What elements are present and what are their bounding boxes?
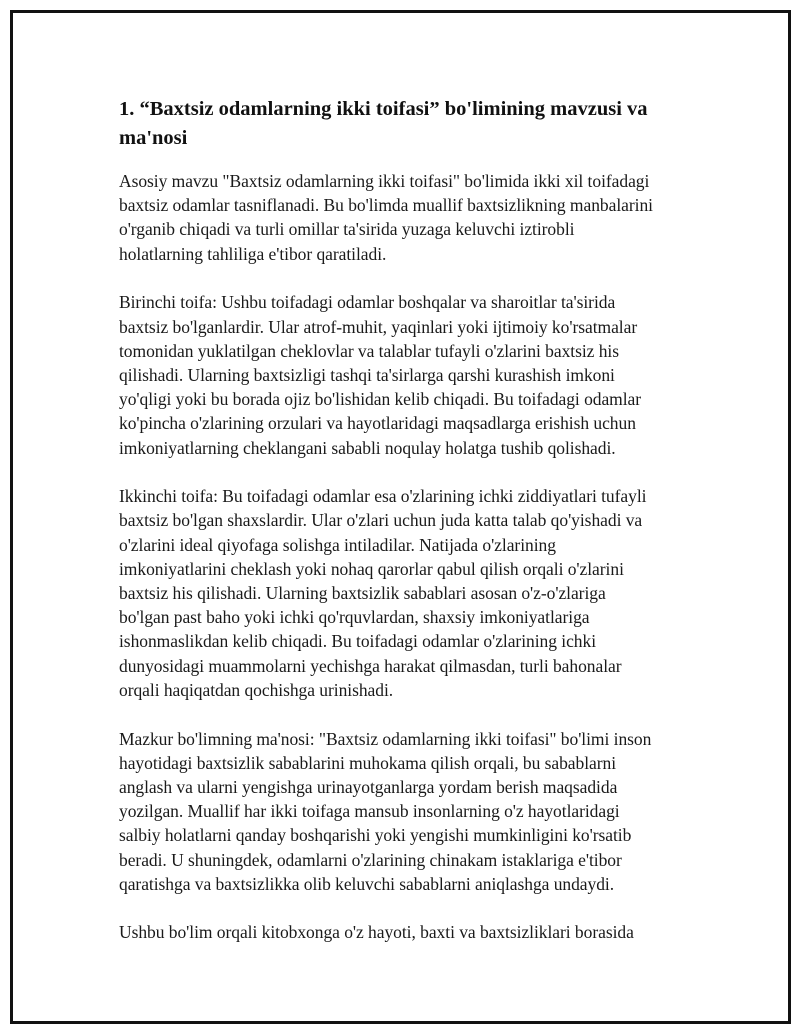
paragraph-main-topic bbox=[119, 169, 699, 266]
text-line: Ushbu bo'lim orqali kitobxonga o'z hayoti, baxti va baxtsizliklari borasida bbox=[119, 922, 634, 943]
text-line: anglash va ularni yengishga urinayotganlarga yordam berish maqsadida bbox=[119, 776, 618, 797]
document-body bbox=[119, 95, 699, 969]
text-line: o'zlarini ideal qiyofaga solishga intiladilar. Natijada o'zlarining bbox=[119, 534, 556, 555]
text-line: hayotidagi baxtsizlik sabablarini muhokama qilish orqali, bu sabablarni bbox=[119, 752, 617, 773]
text-line: Ikkinchi toifa: Bu toifadagi odamlar esa o'zlarining ichki ziddiyatlari tufayli bbox=[119, 486, 647, 507]
text-line: baxtsiz bo'lgan shaxslardir. Ular o'zlari uchun juda katta talab qo'yishadi va bbox=[119, 510, 643, 531]
text-line: bo'lgan past baho yoki ichki qo'rquvlardan, shaxsiy imkoniyatlariga bbox=[119, 607, 590, 628]
paragraph-section-meaning bbox=[119, 727, 699, 896]
heading-line: 1. “Baxtsiz odamlarning ikki toifasi” bo'limining mavzusi va bbox=[119, 98, 648, 120]
page-frame bbox=[10, 10, 791, 1024]
text-line: Birinchi toifa: Ushbu toifadagi odamlar boshqalar va sharoitlar ta'sirida bbox=[119, 292, 616, 313]
text-line: orqali haqiqatdan qochishga urinishadi. bbox=[119, 679, 394, 700]
heading-line: ma'nosi bbox=[119, 127, 188, 149]
text-line: yozilgan. Muallif har ikki toifaga mansub insonlarning o'z hayotlaridagi bbox=[119, 801, 620, 822]
text-line: salbiy holatlarni qanday boshqarishi yoki yengishi mumkinligini ko'rsatib bbox=[119, 825, 632, 846]
text-line: beradi. U shuningdek, odamlarni o'zlarining chinakam istaklariga e'tibor bbox=[119, 849, 622, 870]
text-line: tomonidan yuklatilgan cheklovlar va talablar tufayli o'zlarini baxtsiz his bbox=[119, 340, 619, 361]
text-line: Mazkur bo'limning ma'nosi: "Baxtsiz odamlarning ikki toifasi" bo'limi inson bbox=[119, 728, 652, 749]
section-heading bbox=[119, 95, 699, 153]
text-line: qilishadi. Ularning baxtsizligi tashqi ta'sirlarga qarshi kurashish imkoni bbox=[119, 364, 615, 385]
text-line: qaratishga va baxtsizlikka olib keluvchi sabablarni aniqlashga undaydi. bbox=[119, 873, 615, 894]
text-line: baxtsiz odamlar tasniflanadi. Bu bo'limda muallif baxtsizlikning manbalarini bbox=[119, 195, 653, 216]
text-line: ishonmaslikdan kelib chiqadi. Bu toifadagi odamlar o'zlarining ichki bbox=[119, 631, 597, 652]
text-line: imkoniyatlarini cheklash yoki nohaq qarorlar qabul qilish orqali o'zlarini bbox=[119, 558, 624, 579]
text-line: Asosiy mavzu "Baxtsiz odamlarning ikki toifasi" bo'limida ikki xil toifadagi bbox=[119, 171, 650, 191]
text-line: baxtsiz bo'lganlardir. Ular atrof-muhit, yaqinlari yoki ijtimoiy ko'rsatmalar bbox=[119, 316, 638, 337]
paragraph-closing bbox=[119, 920, 699, 944]
paragraph-first-category bbox=[119, 290, 699, 459]
text-line: o'rganib chiqadi va turli omillar ta'sirida yuzaga keluvchi iztirobli bbox=[119, 219, 575, 240]
text-line: baxtsiz his qilishadi. Ularning baxtsizlik sabablari asosan o'z-o'zlariga bbox=[119, 583, 606, 604]
text-line: ko'pincha o'zlarining orzulari va hayotlaridagi maqsadlarga erishish uchun bbox=[119, 413, 636, 434]
text-line: yo'qligi yoki bu borada ojiz bo'lishidan kelib chiqadi. Bu toifadagi odamlar bbox=[119, 389, 642, 410]
text-line: holatlarning tahliliga e'tibor qaratiladi. bbox=[119, 243, 387, 264]
text-line: dunyosidagi muammolarni yechishga harakat qilmasdan, turli bahonalar bbox=[119, 655, 622, 676]
paragraph-second-category bbox=[119, 484, 699, 702]
text-line: imkoniyatlarning cheklangani sababli noqulay holatga tushib qolishadi. bbox=[119, 437, 616, 458]
